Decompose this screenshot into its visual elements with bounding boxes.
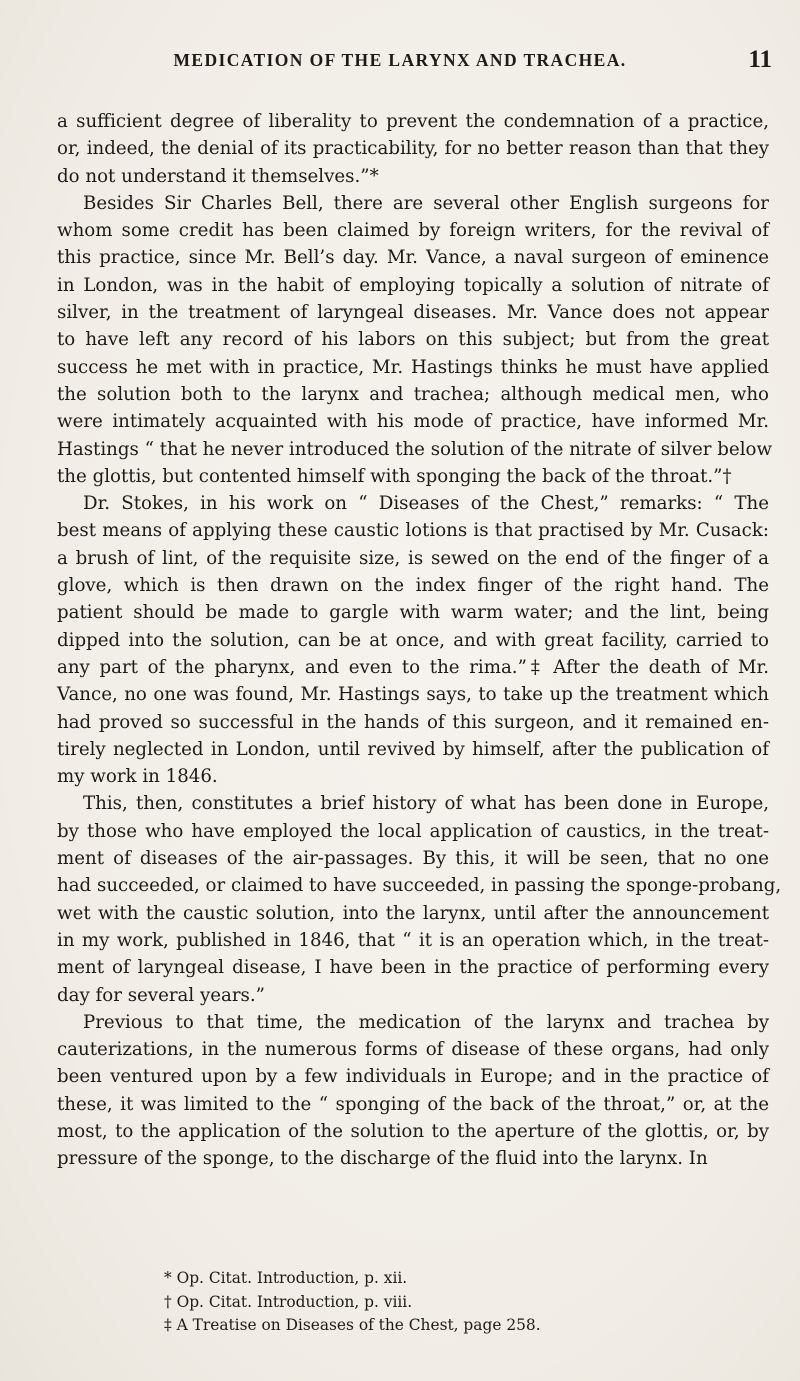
running-head: MEDICATION OF THE LARYNX AND TRACHEA. <box>173 50 627 70</box>
text-line: the solution both to the larynx and trachea; although medical men, who <box>57 383 769 405</box>
text-line: pressure of the sponge, to the discharge of the fluid into the larynx. In <box>57 1148 708 1170</box>
text-line: my work in 1846. <box>57 766 218 788</box>
text-line: tirely neglected in London, until revived by himself, after the publication of <box>57 738 769 760</box>
paragraph <box>57 190 773 490</box>
text-line: This, then, constitutes a brief history of what has been done in Europe, <box>83 793 769 815</box>
text-line: success he met with in practice, Mr. Hastings thinks he must have applied <box>57 356 769 378</box>
text-line: by those who have employed the local application of caustics, in the treat- <box>57 820 769 842</box>
text-line: wet with the caustic solution, into the larynx, until after the announcement <box>57 902 769 924</box>
text-line: a brush of lint, of the requisite size, is sewed on the end of the finger of a <box>57 547 769 569</box>
text-line: best means of applying these caustic lotions is that practised by Mr. Cusack: <box>57 520 769 542</box>
text-line: in London, was in the habit of employing topically a solution of nitrate of <box>57 274 769 296</box>
text-line: this practice, since Mr. Bell’s day. Mr. Vance, a naval surgeon of eminence <box>57 247 769 269</box>
text-line: do not understand it themselves.”* <box>57 165 379 187</box>
paragraph <box>57 790 782 1008</box>
text-line: Previous to that time, the medication of the larynx and trachea by <box>83 1011 769 1033</box>
footnote: * Op. Citat. Introduction, p. xii. <box>164 1269 408 1287</box>
text-line: glove, which is then drawn on the index finger of the right hand. The <box>57 575 769 597</box>
text-line: any part of the pharynx, and even to the rima.”‡ After the death of Mr. <box>57 656 769 678</box>
text-line: Dr. Stokes, in his work on “ Diseases of the Chest,” remarks: “ The <box>83 493 769 515</box>
text-line: had proved so successful in the hands of this surgeon, and it remained en- <box>57 711 769 733</box>
text-line: been ventured upon by a few individuals in Europe; and in the practice of <box>57 1066 769 1088</box>
footnotes <box>164 1267 724 1338</box>
text-line: the glottis, but contented himself with sponging the back of the throat.”† <box>57 465 732 487</box>
footnote: † Op. Citat. Introduction, p. viii. <box>164 1292 413 1311</box>
text-line: dipped into the solution, can be at once, and with great facility, carried to <box>57 629 769 651</box>
body-text <box>57 108 782 1173</box>
text-line: ment of laryngeal disease, I have been in the practice of performing every <box>57 957 769 979</box>
page-number: 11 <box>748 46 772 73</box>
paragraph <box>57 1009 769 1173</box>
footnote: ‡ A Treatise on Diseases of the Chest, page 258. <box>164 1316 541 1334</box>
text-line: patient should be made to gargle with warm water; and the lint, being <box>57 602 769 624</box>
paragraph <box>57 108 769 190</box>
text-line: were intimately acquainted with his mode of practice, have informed Mr. <box>57 411 769 433</box>
text-line: whom some credit has been claimed by foreign writers, for the revival of <box>57 220 769 242</box>
text-line: had succeeded, or claimed to have succeeded, in passing the sponge-probang, <box>57 875 782 897</box>
text-line: Hastings “ that he never introduced the solution of the nitrate of silver below <box>57 438 773 460</box>
text-line: silver, in the treatment of laryngeal diseases. Mr. Vance does not appear <box>57 302 769 324</box>
text-line: Vance, no one was found, Mr. Hastings says, to take up the treatment which <box>57 684 769 706</box>
text-line: a sufficient degree of liberality to prevent the condemnation of a practice, <box>57 111 769 132</box>
text-line: these, it was limited to the “ sponging of the back of the throat,” or, at the <box>57 1093 769 1115</box>
paragraph <box>57 490 769 790</box>
text-line: to have left any record of his labors on this subject; but from the great <box>57 329 769 351</box>
text-line: Besides Sir Charles Bell, there are several other English surgeons for <box>83 192 769 214</box>
text-line: ment of diseases of the air-passages. By this, it will be seen, that no one <box>57 848 769 870</box>
page-header <box>0 48 800 88</box>
text-line: most, to the application of the solution to the aperture of the glottis, or, by <box>57 1120 769 1142</box>
text-line: in my work, published in 1846, that “ it is an operation which, in the treat- <box>57 929 769 951</box>
text-line: or, indeed, the denial of its practicability, for no better reason than that they <box>57 138 769 160</box>
text-line: cauterizations, in the numerous forms of disease of these organs, had only <box>57 1039 769 1061</box>
text-line: day for several years.” <box>57 984 265 1006</box>
